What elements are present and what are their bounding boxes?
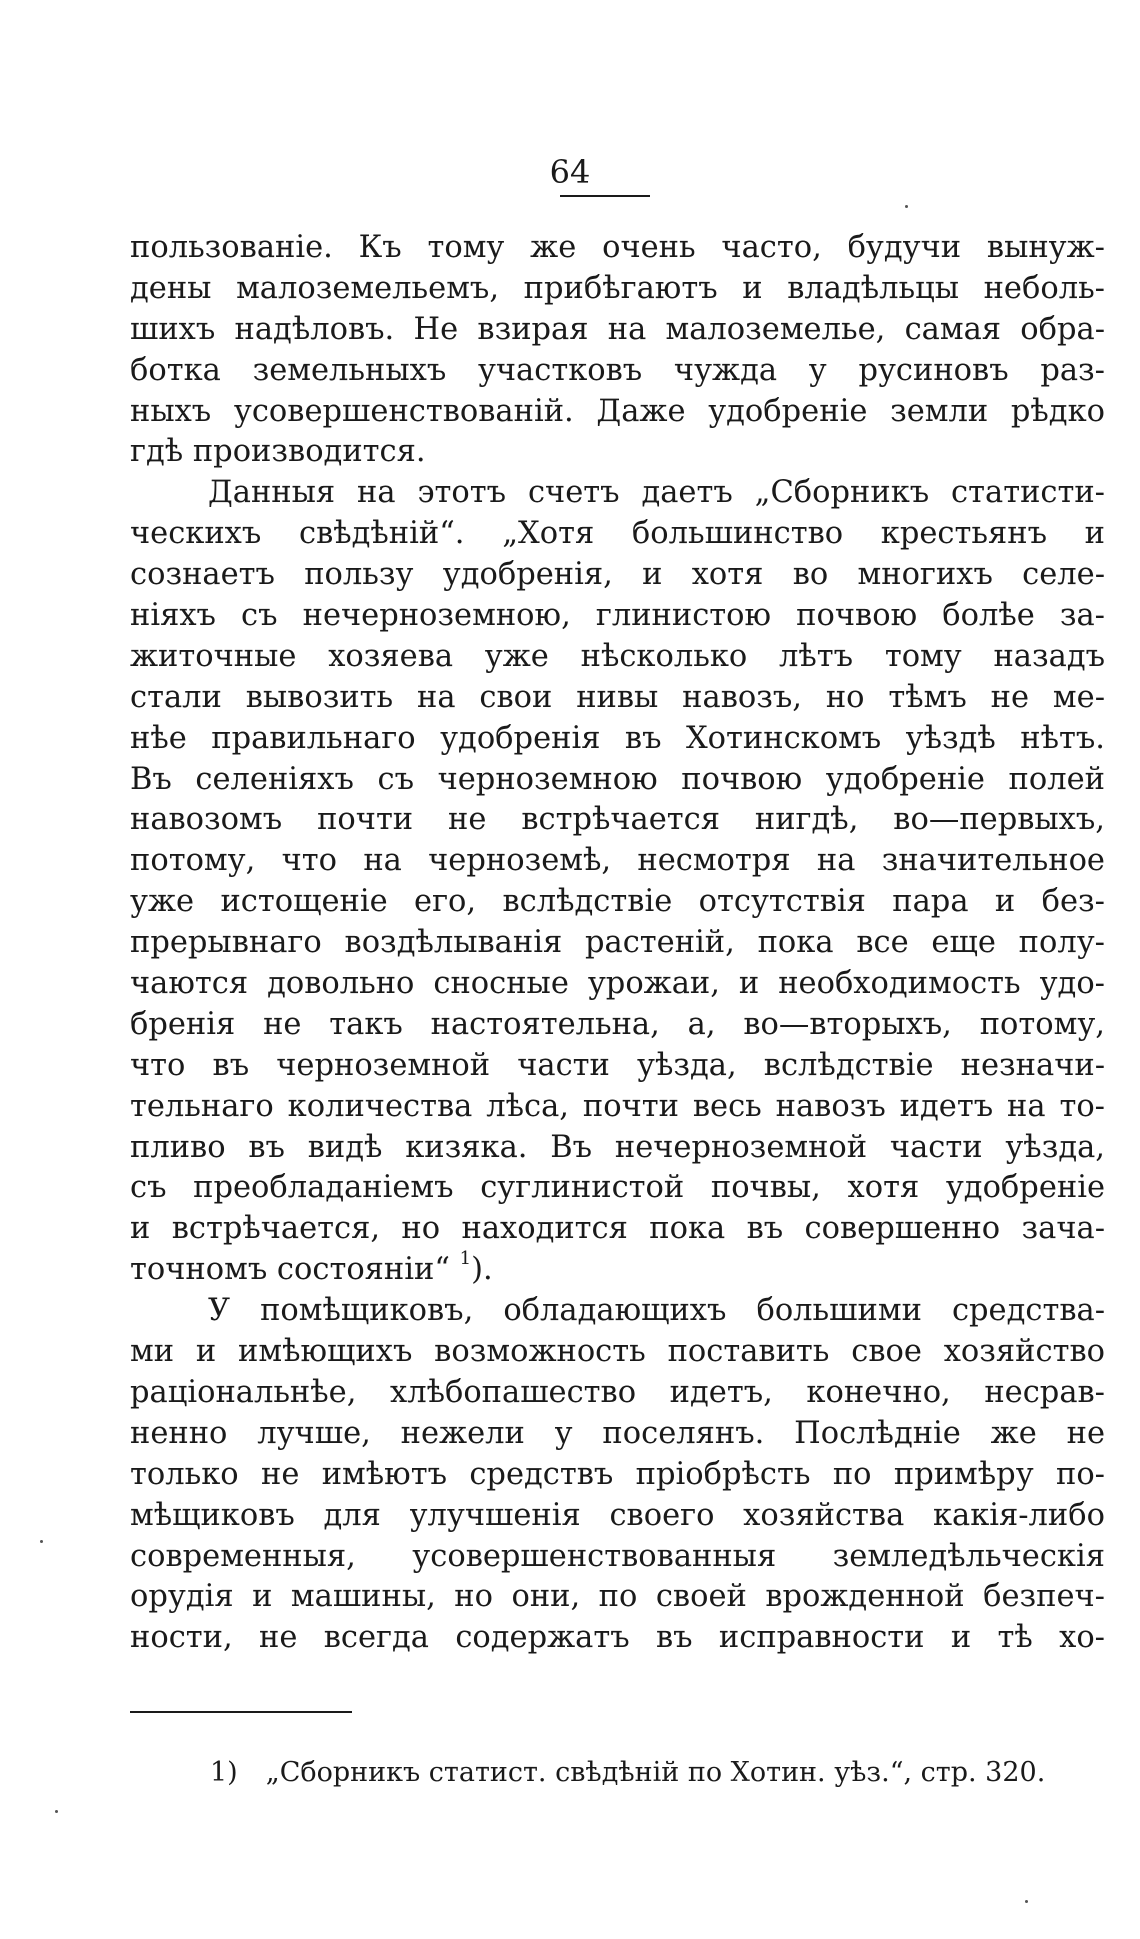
text-line: только не имѣютъ средствъ пріобрѣсть по примѣру по- [130, 1456, 1105, 1492]
footnote-mark: 1) [210, 1757, 238, 1788]
text-line: Данныя на этотъ счетъ даетъ „Сборникъ статисти- [208, 475, 1105, 511]
text-line: мѣщиковъ для улучшенія своего хозяйства какія-либо [130, 1497, 1105, 1533]
text-line: потому, что на черноземѣ, несмотря на значительное [130, 843, 1105, 879]
text-line: съ преобладаніемъ суглинистой почвы, хотя удобреніе [130, 1170, 1105, 1206]
text-line: бренія не такъ настоятельна, а, во—вторыхъ, потому, [130, 1006, 1105, 1042]
footnote-separator [130, 1711, 352, 1713]
footnote [210, 1755, 1045, 1791]
footnote-closing: ). [471, 1252, 493, 1288]
scan-speck [40, 1540, 43, 1543]
text-line: нѣе правильнаго удобренія въ Хотинскомъ уѣздѣ нѣтъ. [130, 720, 1105, 756]
page-number-underline [560, 195, 650, 197]
text-line: навозомъ почти не встрѣчается нигдѣ, во—первыхъ, [130, 802, 1105, 838]
text-line: прерывнаго воздѣлыванія растеній, пока все еще полу- [130, 925, 1105, 961]
text-line: что въ черноземной части уѣзда, вслѣдствіе незначи- [130, 1047, 1105, 1083]
text-line: сознаетъ пользу удобренія, и хотя во многихъ селе- [130, 557, 1105, 593]
body-text [130, 228, 1105, 1659]
text-line: ніяхъ съ нечерноземною, глинистою почвою болѣе за- [130, 598, 1105, 634]
scan-speck [1025, 1900, 1028, 1903]
text-line: ми и имѣющихъ возможность поставить свое хозяйство [130, 1334, 1105, 1370]
scan-speck [905, 205, 908, 208]
text-line: ботка земельныхъ участковъ чужда у русиновъ раз- [130, 352, 1105, 388]
page-number: 64 [549, 153, 591, 191]
text-line: раціональнѣе, хлѣбопашество идетъ, конечно, несрав- [130, 1374, 1105, 1410]
text-line: современныя, усовершенствованныя земледѣльческія [130, 1538, 1105, 1574]
text-line: Въ селеніяхъ съ черноземною почвою удобреніе полей [130, 761, 1105, 797]
scan-speck [55, 1810, 58, 1813]
text-line-content: точномъ состояніи“ [130, 1252, 450, 1288]
text-line: ныхъ усовершенствованій. Даже удобреніе земли рѣдко [130, 393, 1105, 429]
text-line: шихъ надѣловъ. Не взирая на малоземелье, самая обра- [130, 311, 1105, 347]
footnote-reference[interactable]: 1 [459, 1248, 472, 1270]
text-line: житочные хозяева уже нѣсколько лѣтъ тому назадъ [130, 638, 1105, 674]
text-line: гдѣ производится. [130, 434, 426, 470]
text-line: чаются довольно сносные урожаи, и необходимость удо- [130, 966, 1105, 1002]
footnote-text: „Сборникъ статист. свѣдѣній по Хотин. уѣз.“, стр. 320. [265, 1757, 1046, 1788]
text-line: ненно лучше, нежели у поселянъ. Послѣдніе же не [130, 1415, 1105, 1451]
text-line: уже истощеніе его, вслѣдствіе отсутствія пара и без- [130, 884, 1105, 920]
text-line: ности, не всегда содержатъ въ исправности и тѣ хо- [130, 1620, 1105, 1656]
text-line: стали вывозить на свои нивы навозъ, но тѣмъ не ме- [130, 679, 1105, 715]
text-line: орудія и машины, но они, по своей врожденной безпеч- [130, 1579, 1105, 1615]
text-line [130, 1250, 1105, 1291]
text-line: пливо въ видѣ кизяка. Въ нечерноземной части уѣзда, [130, 1129, 1105, 1165]
text-line: дены малоземельемъ, прибѣгаютъ и владѣльцы неболь- [130, 270, 1105, 306]
text-line: пользованіе. Къ тому же очень часто, будучи вынуж- [130, 230, 1105, 265]
text-line: ческихъ свѣдѣній“. „Хотя большинство крестьянъ и [130, 516, 1105, 552]
text-line: и встрѣчается, но находится пока въ совершенно зача- [130, 1211, 1105, 1247]
text-line: У помѣщиковъ, обладающихъ большими средства- [208, 1293, 1105, 1329]
text-line: тельнаго количества лѣса, почти весь навозъ идетъ на то- [130, 1088, 1105, 1124]
